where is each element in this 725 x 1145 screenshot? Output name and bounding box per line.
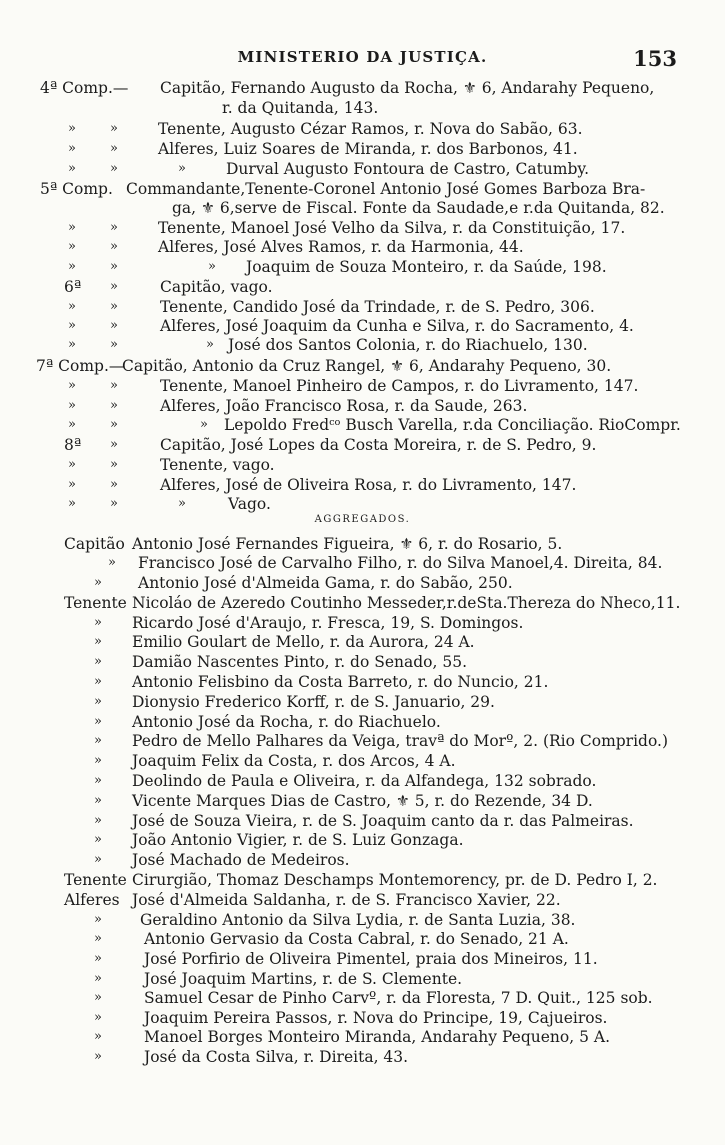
ditto-mark: » bbox=[206, 337, 214, 352]
entry-text: Alferes, Luiz Soares de Miranda, r. dos Barbonos, 41. bbox=[158, 140, 578, 158]
company-label: 5ª Comp. bbox=[40, 180, 113, 198]
entry-text: Alferes, José Alves Ramos, r. da Harmonia, 44. bbox=[158, 238, 524, 256]
ditto-mark: » bbox=[94, 971, 102, 986]
ditto-mark: » bbox=[68, 121, 76, 136]
ditto-mark: » bbox=[94, 634, 102, 649]
roster-line bbox=[0, 356, 725, 376]
ditto-mark: » bbox=[68, 299, 76, 314]
entry-text: Capitão, Fernando Augusto da Rocha, ⚜ 6, Andarahy Pequeno, bbox=[160, 79, 655, 97]
entry-text: Joaquim de Souza Monteiro, r. da Saúde, 198. bbox=[246, 258, 607, 276]
roster-line bbox=[0, 1008, 725, 1028]
roster-line bbox=[0, 475, 725, 495]
roster-line bbox=[0, 78, 725, 98]
entry-text: José dos Santos Colonia, r. do Riachuelo, 130. bbox=[228, 336, 588, 354]
roster-line bbox=[0, 316, 725, 336]
roster-line bbox=[0, 988, 725, 1008]
ditto-mark: » bbox=[94, 674, 102, 689]
entry-text: Tenente, Augusto Cézar Ramos, r. Nova do Sabão, 63. bbox=[158, 120, 583, 138]
entry-text: ga, ⚜ 6,serve de Fiscal. Fonte da Saudade,e r.da Quitanda, 82. bbox=[172, 199, 665, 217]
entry-text: Capitão, vago. bbox=[160, 278, 273, 296]
ditto-mark: » bbox=[110, 398, 118, 413]
roster-line bbox=[0, 198, 725, 218]
ditto-mark: » bbox=[110, 121, 118, 136]
roster-line bbox=[0, 652, 725, 672]
ditto-mark: » bbox=[110, 239, 118, 254]
ditto-mark: » bbox=[110, 437, 118, 452]
ditto-mark: » bbox=[68, 141, 76, 156]
page-number: 153 bbox=[633, 46, 677, 71]
page-title: MINISTERIO DA JUSTIÇA. bbox=[237, 48, 488, 66]
ditto-mark: » bbox=[110, 141, 118, 156]
entry-text: Tenente, vago. bbox=[160, 456, 275, 474]
ditto-mark: » bbox=[108, 555, 116, 570]
ditto-mark: » bbox=[68, 417, 76, 432]
roster-line bbox=[0, 731, 725, 751]
roster-line bbox=[0, 139, 725, 159]
entry-text: José Joaquim Martins, r. de S. Clemente. bbox=[144, 970, 463, 988]
ditto-mark: » bbox=[68, 259, 76, 274]
entry-text: João Antonio Vigier, r. de S. Luiz Gonzaga. bbox=[132, 831, 464, 849]
ditto-mark: » bbox=[94, 813, 102, 828]
ditto-mark: » bbox=[68, 318, 76, 333]
entry-text: José d'Almeida Saldanha, r. de S. Francisco Xavier, 22. bbox=[132, 891, 561, 909]
entry-text: Capitão, Antonio da Cruz Rangel, ⚜ 6, Andarahy Pequeno, 30. bbox=[122, 357, 612, 375]
roster-line bbox=[0, 297, 725, 317]
ditto-mark: » bbox=[110, 417, 118, 432]
entry-text: Dionysio Frederico Korff, r. de S. Januario, 29. bbox=[132, 693, 495, 711]
ditto-mark: » bbox=[94, 931, 102, 946]
roster-line bbox=[0, 415, 725, 435]
roster-line bbox=[0, 237, 725, 257]
roster-line bbox=[0, 335, 725, 355]
rank-label: Tenente bbox=[64, 871, 127, 889]
roster-line bbox=[0, 692, 725, 712]
ditto-mark: » bbox=[68, 477, 76, 492]
ditto-mark: » bbox=[94, 575, 102, 590]
ditto-mark: » bbox=[68, 337, 76, 352]
company-label: 4ª Comp.— bbox=[40, 79, 129, 97]
roster-line bbox=[0, 751, 725, 771]
roster-line bbox=[0, 179, 725, 199]
entry-text: Alferes, José de Oliveira Rosa, r. do Livramento, 147. bbox=[160, 476, 577, 494]
ditto-mark: » bbox=[110, 378, 118, 393]
entry-text: Manoel Borges Monteiro Miranda, Andarahy Pequeno, 5 A. bbox=[144, 1028, 610, 1046]
ditto-mark: » bbox=[68, 239, 76, 254]
ditto-mark: » bbox=[94, 1010, 102, 1025]
roster-line bbox=[0, 376, 725, 396]
ditto-mark: » bbox=[110, 477, 118, 492]
ditto-mark: » bbox=[94, 1029, 102, 1044]
ditto-mark: » bbox=[68, 496, 76, 511]
ditto-mark: » bbox=[110, 259, 118, 274]
roster-line bbox=[0, 613, 725, 633]
ditto-mark: » bbox=[208, 259, 216, 274]
roster-line bbox=[0, 119, 725, 139]
entry-text: Alferes, João Francisco Rosa, r. da Saude, 263. bbox=[160, 397, 528, 415]
entry-text: Joaquim Pereira Passos, r. Nova do Principe, 19, Cajueiros. bbox=[144, 1009, 608, 1027]
entry-text: Geraldino Antonio da Silva Lydia, r. de Santa Luzia, 38. bbox=[140, 911, 576, 929]
ditto-mark: » bbox=[94, 1049, 102, 1064]
roster-line bbox=[0, 632, 725, 652]
roster-line bbox=[0, 1047, 725, 1067]
roster-line bbox=[0, 1027, 725, 1047]
company-label: 7ª Comp.— bbox=[36, 357, 125, 375]
entry-text: Francisco José de Carvalho Filho, r. do Silva Manoel,4. Direita, 84. bbox=[138, 554, 663, 572]
entry-text: Vago. bbox=[228, 495, 271, 513]
ditto-mark: » bbox=[94, 990, 102, 1005]
ditto-mark: » bbox=[68, 457, 76, 472]
entry-text: Ricardo José d'Araujo, r. Fresca, 19, S. Domingos. bbox=[132, 614, 524, 632]
ditto-mark: » bbox=[94, 714, 102, 729]
entry-text: Capitão, José Lopes da Costa Moreira, r. de S. Pedro, 9. bbox=[160, 436, 597, 454]
entry-text: José da Costa Silva, r. Direita, 43. bbox=[144, 1048, 409, 1066]
entry-text: Durval Augusto Fontoura de Castro, Catumby. bbox=[226, 160, 590, 178]
section-heading: AGGREGADOS. bbox=[314, 514, 411, 525]
ditto-mark: » bbox=[94, 615, 102, 630]
roster-line bbox=[0, 910, 725, 930]
roster-line bbox=[0, 159, 725, 179]
roster-line bbox=[0, 949, 725, 969]
ditto-mark: » bbox=[200, 417, 208, 432]
entry-text: Nicoláo de Azeredo Coutinho Messeder,r.deSta.Thereza do Nheco,11. bbox=[132, 594, 681, 612]
ditto-mark: » bbox=[68, 161, 76, 176]
ditto-mark: » bbox=[110, 337, 118, 352]
roster-line bbox=[0, 98, 725, 118]
ditto-mark: » bbox=[94, 654, 102, 669]
ditto-mark: » bbox=[94, 951, 102, 966]
ditto-mark: » bbox=[94, 912, 102, 927]
ditto-mark: » bbox=[110, 220, 118, 235]
entry-text: Antonio Felisbino da Costa Barreto, r. do Nuncio, 21. bbox=[132, 673, 549, 691]
entry-text: Vicente Marques Dias de Castro, ⚜ 5, r. do Rezende, 34 D. bbox=[132, 792, 593, 810]
ditto-mark: » bbox=[110, 161, 118, 176]
roster-line bbox=[0, 494, 725, 514]
entry-text: Lepoldo Fredᶜᵒ Busch Varella, r.da Conciliação. RioCompr. bbox=[224, 416, 681, 434]
entry-text: Emilio Goulart de Mello, r. da Aurora, 24 A. bbox=[132, 633, 475, 651]
ditto-mark: » bbox=[94, 753, 102, 768]
entry-text: José Machado de Medeiros. bbox=[132, 851, 350, 869]
entry-text: José de Souza Vieira, r. de S. Joaquim canto da r. das Palmeiras. bbox=[132, 812, 634, 830]
ditto-mark: » bbox=[110, 496, 118, 511]
entry-text: Antonio José d'Almeida Gama, r. do Sabão, 250. bbox=[138, 574, 513, 592]
roster-line bbox=[0, 534, 725, 554]
entry-text: r. da Quitanda, 143. bbox=[222, 99, 379, 117]
ditto-mark: » bbox=[178, 161, 186, 176]
roster-line bbox=[0, 277, 725, 297]
entry-text: Cirurgião, Thomaz Deschamps Montemorency, pr. de D. Pedro I, 2. bbox=[132, 871, 658, 889]
ditto-mark: » bbox=[94, 832, 102, 847]
ditto-mark: » bbox=[68, 398, 76, 413]
ditto-mark: » bbox=[94, 773, 102, 788]
roster-line bbox=[0, 435, 725, 455]
roster-line bbox=[0, 969, 725, 989]
page-header bbox=[0, 48, 725, 78]
roster-line bbox=[0, 573, 725, 593]
ditto-mark: » bbox=[94, 852, 102, 867]
entry-text: Damião Nascentes Pinto, r. do Senado, 55. bbox=[132, 653, 467, 671]
roster-line bbox=[0, 553, 725, 573]
ditto-mark: » bbox=[110, 279, 118, 294]
roster-line bbox=[0, 455, 725, 475]
ditto-mark: » bbox=[68, 220, 76, 235]
roster-line bbox=[0, 791, 725, 811]
roster-line bbox=[0, 870, 725, 890]
company-label: 8ª bbox=[64, 436, 82, 454]
rank-label: Capitão bbox=[64, 535, 125, 553]
entry-text: José Porfirio de Oliveira Pimentel, praia dos Mineiros, 11. bbox=[144, 950, 598, 968]
entry-text: Tenente, Candido José da Trindade, r. de S. Pedro, 306. bbox=[160, 298, 595, 316]
ditto-mark: » bbox=[68, 378, 76, 393]
roster-line bbox=[0, 593, 725, 613]
entry-text: Joaquim Felix da Costa, r. dos Arcos, 4 A. bbox=[132, 752, 456, 770]
entry-text: Antonio José Fernandes Figueira, ⚜ 6, r. do Rosario, 5. bbox=[132, 535, 563, 553]
roster-line bbox=[0, 830, 725, 850]
rank-label: Tenente bbox=[64, 594, 127, 612]
roster-line bbox=[0, 218, 725, 238]
entry-text: Tenente, Manoel José Velho da Silva, r. da Constituição, 17. bbox=[158, 219, 626, 237]
roster-line bbox=[0, 672, 725, 692]
roster-line bbox=[0, 890, 725, 910]
ditto-mark: » bbox=[94, 694, 102, 709]
entry-text: Antonio Gervasio da Costa Cabral, r. do Senado, 21 A. bbox=[144, 930, 569, 948]
entry-text: Antonio José da Rocha, r. do Riachuelo. bbox=[132, 713, 441, 731]
ditto-mark: » bbox=[94, 733, 102, 748]
roster-line bbox=[0, 396, 725, 416]
roster-line bbox=[0, 850, 725, 870]
ditto-mark: » bbox=[178, 496, 186, 511]
ditto-mark: » bbox=[110, 457, 118, 472]
entry-text: Deolindo de Paula e Oliveira, r. da Alfandega, 132 sobrado. bbox=[132, 772, 597, 790]
entry-text: Alferes, José Joaquim da Cunha e Silva, r. do Sacramento, 4. bbox=[160, 317, 634, 335]
entry-text: Samuel Cesar de Pinho Carvº, r. da Floresta, 7 D. Quit., 125 sob. bbox=[144, 989, 653, 1007]
entry-text: Commandante,Tenente-Coronel Antonio José Gomes Barboza Bra- bbox=[126, 180, 646, 198]
roster-line bbox=[0, 929, 725, 949]
roster-line bbox=[0, 712, 725, 732]
company-label: 6ª bbox=[64, 278, 82, 296]
ditto-mark: » bbox=[94, 793, 102, 808]
rank-label: Alferes bbox=[64, 891, 120, 909]
roster-line bbox=[0, 811, 725, 831]
entry-text: Pedro de Mello Palhares da Veiga, travª do Morº, 2. (Rio Comprido.) bbox=[132, 732, 669, 750]
entry-text: Tenente, Manoel Pinheiro de Campos, r. do Livramento, 147. bbox=[160, 377, 639, 395]
roster-line bbox=[0, 257, 725, 277]
ditto-mark: » bbox=[110, 318, 118, 333]
ditto-mark: » bbox=[110, 299, 118, 314]
roster-line bbox=[0, 771, 725, 791]
